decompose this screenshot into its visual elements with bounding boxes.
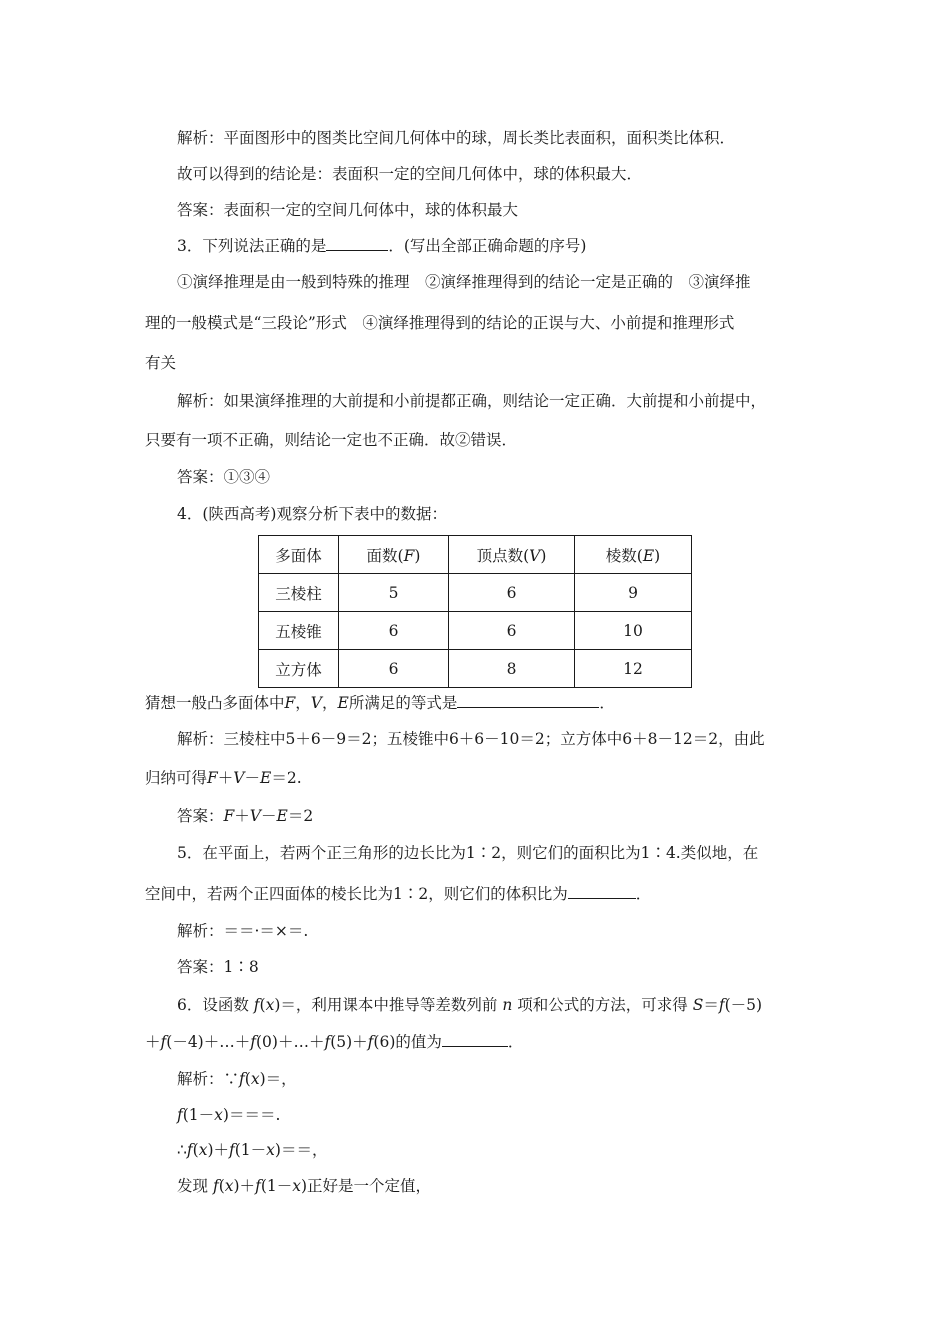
solution-5: 解析：＝＝·＝×＝. [177, 922, 309, 940]
table-cell: 6 [339, 612, 449, 650]
table-header-cell: 棱数(E) [575, 536, 692, 574]
question-5-line-1: 5．在平面上，若两个正三角形的边长比为1∶2，则它们的面积比为1∶4.类似地，在 [177, 844, 759, 862]
solution-3-line-2: 只要有一项不正确，则结论一定也不正确．故②错误． [145, 431, 518, 449]
question-4-prompt: 猜想一般凸多面体中F，V，E所满足的等式是 ． [145, 694, 615, 712]
table-header-cell: 顶点数(V) [449, 536, 575, 574]
answer-blank [442, 1032, 508, 1047]
answer-3: 答案：①③④ [177, 468, 271, 486]
table-row [259, 612, 692, 650]
question-6-line-2: ＋f(－4)＋…＋f(0)＋…＋f(5)＋f(6)的值为 ． [145, 1033, 524, 1051]
table-cell: 立方体 [259, 650, 339, 688]
table-header-cell: 面数(F) [339, 536, 449, 574]
solution-6-line-2: f(1－x)＝＝＝. [177, 1106, 281, 1124]
table-cell: 6 [449, 612, 575, 650]
solution-6-line-4: 发现 f(x)＋f(1－x)正好是一个定值， [177, 1177, 432, 1195]
answer-blank [326, 236, 388, 251]
solution-2-line-2: 故可以得到的结论是：表面积一定的空间几何体中，球的体积最大． [177, 165, 643, 183]
table-cell: 9 [575, 574, 692, 612]
question-3: 3．下列说法正确的是 ．(写出全部正确命题的序号) [177, 237, 587, 255]
question-4: 4．(陕西高考)观察分析下表中的数据： [177, 505, 447, 523]
answer-5: 答案：1∶8 [177, 958, 259, 976]
table-cell: 10 [575, 612, 692, 650]
table-cell: 五棱锥 [259, 612, 339, 650]
polyhedra-table [258, 535, 692, 688]
table-cell: 8 [449, 650, 575, 688]
solution-6-line-1: 解析：∵f(x)＝， [177, 1070, 297, 1088]
answer-2: 答案：表面积一定的空间几何体中，球的体积最大 [177, 201, 519, 219]
answer-blank [457, 693, 599, 708]
question-3-options-line-2: 理的一般模式是“三段论”形式 ④演绎推理得到的结论的正误与大、小前提和推理形式 [145, 314, 735, 332]
table-cell: 5 [339, 574, 449, 612]
solution-3-line-1: 解析：如果演绎推理的大前提和小前提都正确，则结论一定正确．大前提和小前提中， [177, 392, 767, 410]
question-3-options-line-3: 有关 [145, 354, 177, 372]
solution-6-line-3: ∴f(x)＋f(1－x)＝＝， [177, 1141, 328, 1159]
table-header-row [259, 536, 692, 574]
question-3-options-line-1: ①演绎推理是由一般到特殊的推理 ②演绎推理得到的结论一定是正确的 ③演绎推 [177, 273, 751, 291]
table-cell: 6 [339, 650, 449, 688]
table-row [259, 574, 692, 612]
question-6-line-1: 6．设函数 f(x)＝，利用课本中推导等差数列前 n 项和公式的方法，可求得 S＝f(－5) [177, 996, 763, 1014]
answer-4: 答案：F＋V－E＝2 [177, 807, 314, 825]
question-5-line-2: 空间中，若两个正四面体的棱长比为1∶2，则它们的体积比为 ． [145, 885, 652, 903]
table-header-cell: 多面体 [259, 536, 339, 574]
solution-2-line-1: 解析：平面图形中的图类比空间几何体中的球，周长类比表面积，面积类比体积． [177, 129, 736, 147]
table-cell: 12 [575, 650, 692, 688]
solution-4-line-2: 归纳可得F＋V－E＝2. [145, 769, 302, 787]
solution-4-line-1: 解析：三棱柱中5＋6－9＝2；五棱锥中6＋6－10＝2；立方体中6＋8－12＝2，由此 [177, 730, 765, 748]
table-row [259, 650, 692, 688]
answer-blank [568, 884, 636, 899]
table-cell: 三棱柱 [259, 574, 339, 612]
table-cell: 6 [449, 574, 575, 612]
